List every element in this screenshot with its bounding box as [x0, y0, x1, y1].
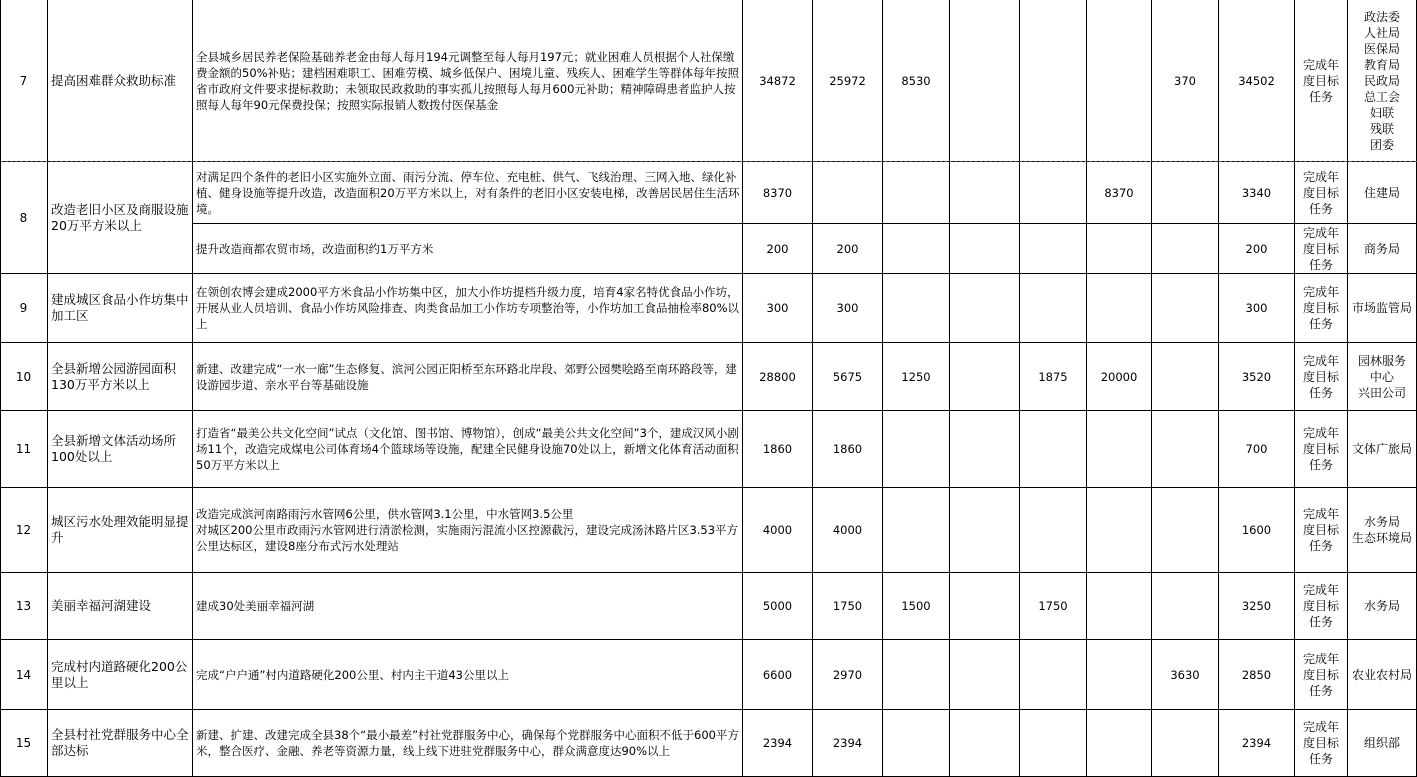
value-cell-text: 1250 — [901, 369, 931, 384]
content-cell-text: 全县城乡居民养老保险基础养老金由每人每月194元调整至每人每月197元；就业困难人员根据个人社保缴费金额的50%补贴；建档困难职工、困难劳模、城乡低保户、困境儿童、残疾人、困难学生等群体每年按照省市政府文件要求提标救助；未领取民政救助的事实孤儿按照每人每月600元补助；精神障碍患者监护人按照每人每年90元保费投保；按照实际报销人数拨付医保基金 — [196, 49, 740, 112]
value-cell — [743, 640, 813, 710]
value-cell — [1020, 274, 1087, 343]
value-cell — [950, 162, 1020, 224]
content-cell-text: 新建、扩建、改建完成全县38个“最小最差”村社党群服务中心，确保每个党群服务中心面积不低于600平方米，整合医疗、金融、养老等资源力量，线上线下进驻党群服务中心，群众满意度达90%以上 — [196, 728, 739, 758]
value-cell-text: 3340 — [1241, 185, 1272, 200]
value-cell — [1020, 640, 1087, 710]
status-cell — [1295, 0, 1348, 162]
row-separator — [0, 161, 1417, 162]
value-cell-text: 8370 — [762, 185, 793, 200]
department-cell-text: 园林服务 中心 兴田公司 — [1357, 353, 1406, 400]
value-cell-text: 370 — [1174, 73, 1196, 88]
value-cell-text: 5000 — [762, 599, 793, 613]
value-cell — [950, 488, 1020, 573]
value-cell-text: 1750 — [832, 599, 863, 613]
status-cell-text: 完成年 度目标 任务 — [1302, 583, 1339, 629]
department-cell — [1348, 640, 1417, 710]
row-number-cell-text: 15 — [15, 736, 32, 750]
row-number-cell — [0, 343, 48, 411]
status-cell-text: 完成年 度目标 任务 — [1302, 285, 1339, 331]
row-number-cell-text: 8 — [19, 210, 28, 225]
value-cell — [883, 640, 950, 710]
status-cell — [1295, 640, 1348, 710]
value-cell — [1087, 343, 1152, 411]
value-cell — [1087, 224, 1152, 274]
value-cell — [1020, 162, 1087, 224]
row-number-cell — [0, 710, 48, 777]
department-cell — [1348, 710, 1417, 777]
value-cell — [1219, 343, 1295, 411]
value-cell — [1087, 162, 1152, 224]
project-name-cell — [48, 274, 193, 343]
value-cell-text: 6600 — [762, 667, 793, 682]
value-cell — [1020, 573, 1087, 640]
status-cell-text: 完成年 度目标 任务 — [1302, 225, 1339, 272]
value-cell — [1087, 0, 1152, 162]
value-cell — [1152, 411, 1219, 488]
value-cell — [1152, 224, 1219, 274]
status-cell-text: 完成年 度目标 任务 — [1302, 651, 1339, 698]
status-cell — [1295, 573, 1348, 640]
value-cell — [1152, 0, 1219, 162]
status-cell — [1295, 224, 1348, 274]
value-cell-text: 2850 — [1241, 667, 1272, 682]
value-cell — [813, 0, 883, 162]
department-cell-text: 水务局 生态环境局 — [1351, 515, 1412, 545]
value-cell — [950, 411, 1020, 488]
project-name-cell — [48, 710, 193, 777]
value-cell — [883, 224, 950, 274]
value-cell — [950, 224, 1020, 274]
value-cell — [1087, 710, 1152, 777]
department-cell — [1348, 411, 1417, 488]
status-cell — [1295, 411, 1348, 488]
department-cell-text: 组织部 — [1363, 736, 1400, 750]
row-number-cell — [0, 488, 48, 573]
value-cell-text: 34502 — [1238, 73, 1275, 88]
department-cell — [1348, 488, 1417, 573]
content-cell — [193, 573, 743, 640]
value-cell — [1020, 710, 1087, 777]
value-cell-text: 2394 — [1241, 736, 1272, 750]
value-cell — [883, 710, 950, 777]
value-cell-text: 1860 — [832, 442, 863, 456]
project-name-cell-text: 完成村内道路硬化200公里以上 — [51, 658, 188, 690]
content-cell-text: 改造完成滨河南路雨污水管网6公里，供水管网3.1公里，中水管网3.5公里 对城区200公里市政雨污水管网进行清淤检测，实施雨污混流小区控源截污，建设完成汤沐路片区3.53平方公里达标区，建设8座分布式污水处理站 — [196, 507, 739, 553]
content-cell — [193, 411, 743, 488]
value-cell — [883, 411, 950, 488]
value-cell-text: 2394 — [762, 736, 793, 750]
department-cell — [1348, 343, 1417, 411]
value-cell-text: 3250 — [1241, 599, 1272, 613]
content-cell — [193, 488, 743, 573]
status-cell — [1295, 162, 1348, 224]
value-cell-text: 300 — [1245, 301, 1268, 315]
value-cell-text: 1500 — [901, 599, 931, 613]
project-name-cell-text: 全县新增文体活动场所100处以上 — [51, 433, 177, 464]
table-left-border — [0, 0, 1, 777]
status-cell-text: 完成年 度目标 任务 — [1302, 169, 1339, 216]
status-cell-text: 完成年 度目标 任务 — [1302, 720, 1339, 766]
project-name-cell — [48, 573, 193, 640]
value-cell — [813, 573, 883, 640]
value-cell — [1020, 488, 1087, 573]
value-cell — [1219, 411, 1295, 488]
department-cell-text: 水务局 — [1363, 599, 1400, 613]
value-cell — [950, 274, 1020, 343]
value-cell-text: 25972 — [829, 73, 866, 88]
department-cell-text: 农业农村局 — [1351, 667, 1412, 682]
content-cell — [193, 224, 743, 274]
content-cell — [193, 640, 743, 710]
department-cell — [1348, 224, 1417, 274]
value-cell — [1087, 640, 1152, 710]
project-name-cell-text: 提高困难群众救助标准 — [51, 72, 177, 88]
value-cell-text: 2970 — [832, 667, 863, 682]
value-cell — [883, 573, 950, 640]
value-cell-text: 3520 — [1241, 369, 1272, 384]
value-cell — [743, 488, 813, 573]
project-name-cell — [48, 488, 193, 573]
project-name-cell-text: 美丽幸福河湖建设 — [51, 598, 152, 613]
value-cell-text: 1600 — [1241, 523, 1272, 537]
row-number-cell-text: 14 — [15, 667, 32, 682]
value-cell-text: 200 — [766, 241, 789, 256]
value-cell — [1020, 224, 1087, 274]
value-cell — [883, 0, 950, 162]
value-cell-text: 200 — [1245, 241, 1268, 256]
value-cell — [743, 0, 813, 162]
department-cell — [1348, 274, 1417, 343]
value-cell — [1219, 710, 1295, 777]
value-cell — [743, 274, 813, 343]
content-cell-text: 新建、改建完成“一水一廊”生态修复、滨河公园正阳桥至东环路北岸段、郊野公园樊哙路至南环路段等，建设游园步道、亲水平台等基础设施 — [196, 361, 737, 392]
row-number-cell-text: 13 — [15, 599, 32, 613]
row-number-cell — [0, 162, 48, 274]
row-number-cell — [0, 274, 48, 343]
row-number-cell — [0, 0, 48, 162]
value-cell — [883, 488, 950, 573]
project-name-cell — [48, 411, 193, 488]
value-cell — [1087, 411, 1152, 488]
value-cell — [813, 224, 883, 274]
value-cell — [743, 343, 813, 411]
content-cell-text: 提升改造商都农贸市场，改造面积约1万平方米 — [196, 241, 434, 256]
department-cell — [1348, 0, 1417, 162]
value-cell-text: 300 — [766, 301, 789, 315]
value-cell — [1219, 224, 1295, 274]
content-cell-text: 对满足四个条件的老旧小区实施外立面、雨污分流、停车位、充电桩、供气、飞线治理、三网入地、绿化补植、健身设施等提升改造，改造面积20万平方米以上，对有条件的老旧小区安装电梯，改善居民居住生活环境。 — [196, 169, 740, 216]
value-cell — [743, 573, 813, 640]
value-cell — [950, 573, 1020, 640]
value-cell — [1152, 488, 1219, 573]
value-cell-text: 4000 — [832, 523, 863, 537]
value-cell — [1219, 488, 1295, 573]
value-cell — [1219, 0, 1295, 162]
value-cell — [1219, 573, 1295, 640]
value-cell — [950, 710, 1020, 777]
content-cell — [193, 162, 743, 224]
department-cell-text: 商务局 — [1363, 241, 1400, 256]
value-cell — [1020, 0, 1087, 162]
value-cell-text: 5675 — [832, 369, 863, 384]
row-number-cell — [0, 640, 48, 710]
department-cell-text: 市场监管局 — [1351, 301, 1412, 315]
value-cell-text: 700 — [1245, 442, 1268, 456]
project-name-cell — [48, 0, 193, 162]
content-cell — [193, 0, 743, 162]
value-cell — [813, 488, 883, 573]
status-cell — [1295, 274, 1348, 343]
value-cell — [1087, 488, 1152, 573]
value-cell — [883, 162, 950, 224]
value-cell-text: 4000 — [762, 523, 793, 537]
department-cell — [1348, 573, 1417, 640]
project-name-cell-text: 全县新增公园游园面积130万平方米以上 — [51, 360, 177, 392]
value-cell — [883, 343, 950, 411]
value-cell — [1152, 640, 1219, 710]
value-cell — [813, 162, 883, 224]
status-cell-text: 完成年 度目标 任务 — [1302, 426, 1339, 472]
value-cell — [1152, 710, 1219, 777]
content-cell-text: 建成30处美丽幸福河湖 — [196, 599, 315, 613]
value-cell — [950, 0, 1020, 162]
row-number-cell — [0, 411, 48, 488]
value-cell — [950, 343, 1020, 411]
value-cell-text: 8370 — [1104, 185, 1134, 200]
value-cell — [813, 411, 883, 488]
content-cell-text: 打造省“最美公共文化空间”试点（文化馆、图书馆、博物馆），创成“最美公共文化空间”3个，建成汉风小剧场11个，改造完成煤电公司体育场4个篮球场等设施，配建全民健身设施70处以上，新增文化体育活动面积50万平方米以上 — [196, 426, 739, 472]
row-number-cell-text: 7 — [19, 73, 28, 88]
content-cell — [193, 274, 743, 343]
value-cell — [813, 343, 883, 411]
value-cell — [1152, 573, 1219, 640]
value-cell — [883, 274, 950, 343]
project-name-cell-text: 建成城区食品小作坊集中加工区 — [51, 292, 189, 323]
value-cell — [743, 710, 813, 777]
value-cell-text: 1875 — [1038, 369, 1068, 384]
content-cell-text: 在领创农博会建成2000平方米食品小作坊集中区，加大小作坊提档升级力度，培育4家名特优食品小作坊，开展从业人员培训、食品小作坊风险排查、肉类食品加工小作坊专项整治等，小作坊加工食品抽检率80%以上 — [196, 285, 740, 331]
row-number-cell — [0, 573, 48, 640]
status-cell — [1295, 488, 1348, 573]
row-number-cell-text: 10 — [15, 369, 32, 384]
value-cell-text: 2394 — [832, 736, 863, 750]
department-cell-text: 政法委 人社局 医保局 教育局 民政局 总工会 妇联 残联 团委 — [1363, 9, 1400, 152]
value-cell-text: 300 — [836, 301, 859, 315]
value-cell-text: 34872 — [759, 73, 796, 88]
status-cell-text: 完成年 度目标 任务 — [1302, 57, 1339, 104]
value-cell-text: 200 — [836, 241, 859, 256]
value-cell — [1152, 162, 1219, 224]
status-cell — [1295, 343, 1348, 411]
value-cell-text: 28800 — [759, 369, 796, 384]
value-cell-text: 20000 — [1100, 369, 1138, 384]
project-name-cell-text: 改造老旧小区及商服设施20万平方米以上 — [51, 201, 189, 233]
status-cell — [1295, 710, 1348, 777]
value-cell — [743, 162, 813, 224]
value-cell — [1152, 274, 1219, 343]
content-cell — [193, 710, 743, 777]
department-cell-text: 文体广旅局 — [1351, 442, 1412, 456]
value-cell-text: 1860 — [762, 442, 793, 456]
value-cell — [950, 640, 1020, 710]
value-cell-text: 1750 — [1038, 599, 1068, 613]
project-name-cell — [48, 343, 193, 411]
value-cell — [1087, 573, 1152, 640]
value-cell — [743, 224, 813, 274]
project-name-cell — [48, 640, 193, 710]
project-name-cell-text: 城区污水处理效能明显提升 — [51, 514, 189, 545]
department-cell-text: 住建局 — [1363, 185, 1400, 200]
content-cell — [193, 343, 743, 411]
value-cell — [1219, 640, 1295, 710]
row-number-cell-text: 12 — [15, 523, 32, 537]
value-cell — [1087, 274, 1152, 343]
value-cell — [1020, 343, 1087, 411]
value-cell — [813, 640, 883, 710]
value-cell — [743, 411, 813, 488]
project-name-cell — [48, 162, 193, 274]
project-name-cell-text: 全县村社党群服务中心全部达标 — [51, 727, 189, 758]
value-cell — [813, 274, 883, 343]
status-cell-text: 完成年 度目标 任务 — [1302, 507, 1339, 553]
row-number-cell-text: 9 — [19, 301, 28, 315]
department-cell — [1348, 162, 1417, 224]
value-cell — [813, 710, 883, 777]
value-cell-text: 8530 — [901, 73, 931, 88]
value-cell — [1020, 411, 1087, 488]
value-cell-text: 3630 — [1170, 667, 1200, 682]
row-number-cell-text: 11 — [15, 442, 32, 456]
content-cell-text: 完成“户户通”村内道路硬化200公里、村内主干道43公里以上 — [196, 667, 509, 682]
value-cell — [1219, 274, 1295, 343]
status-cell-text: 完成年 度目标 任务 — [1302, 353, 1339, 400]
value-cell — [1152, 343, 1219, 411]
value-cell — [1219, 162, 1295, 224]
